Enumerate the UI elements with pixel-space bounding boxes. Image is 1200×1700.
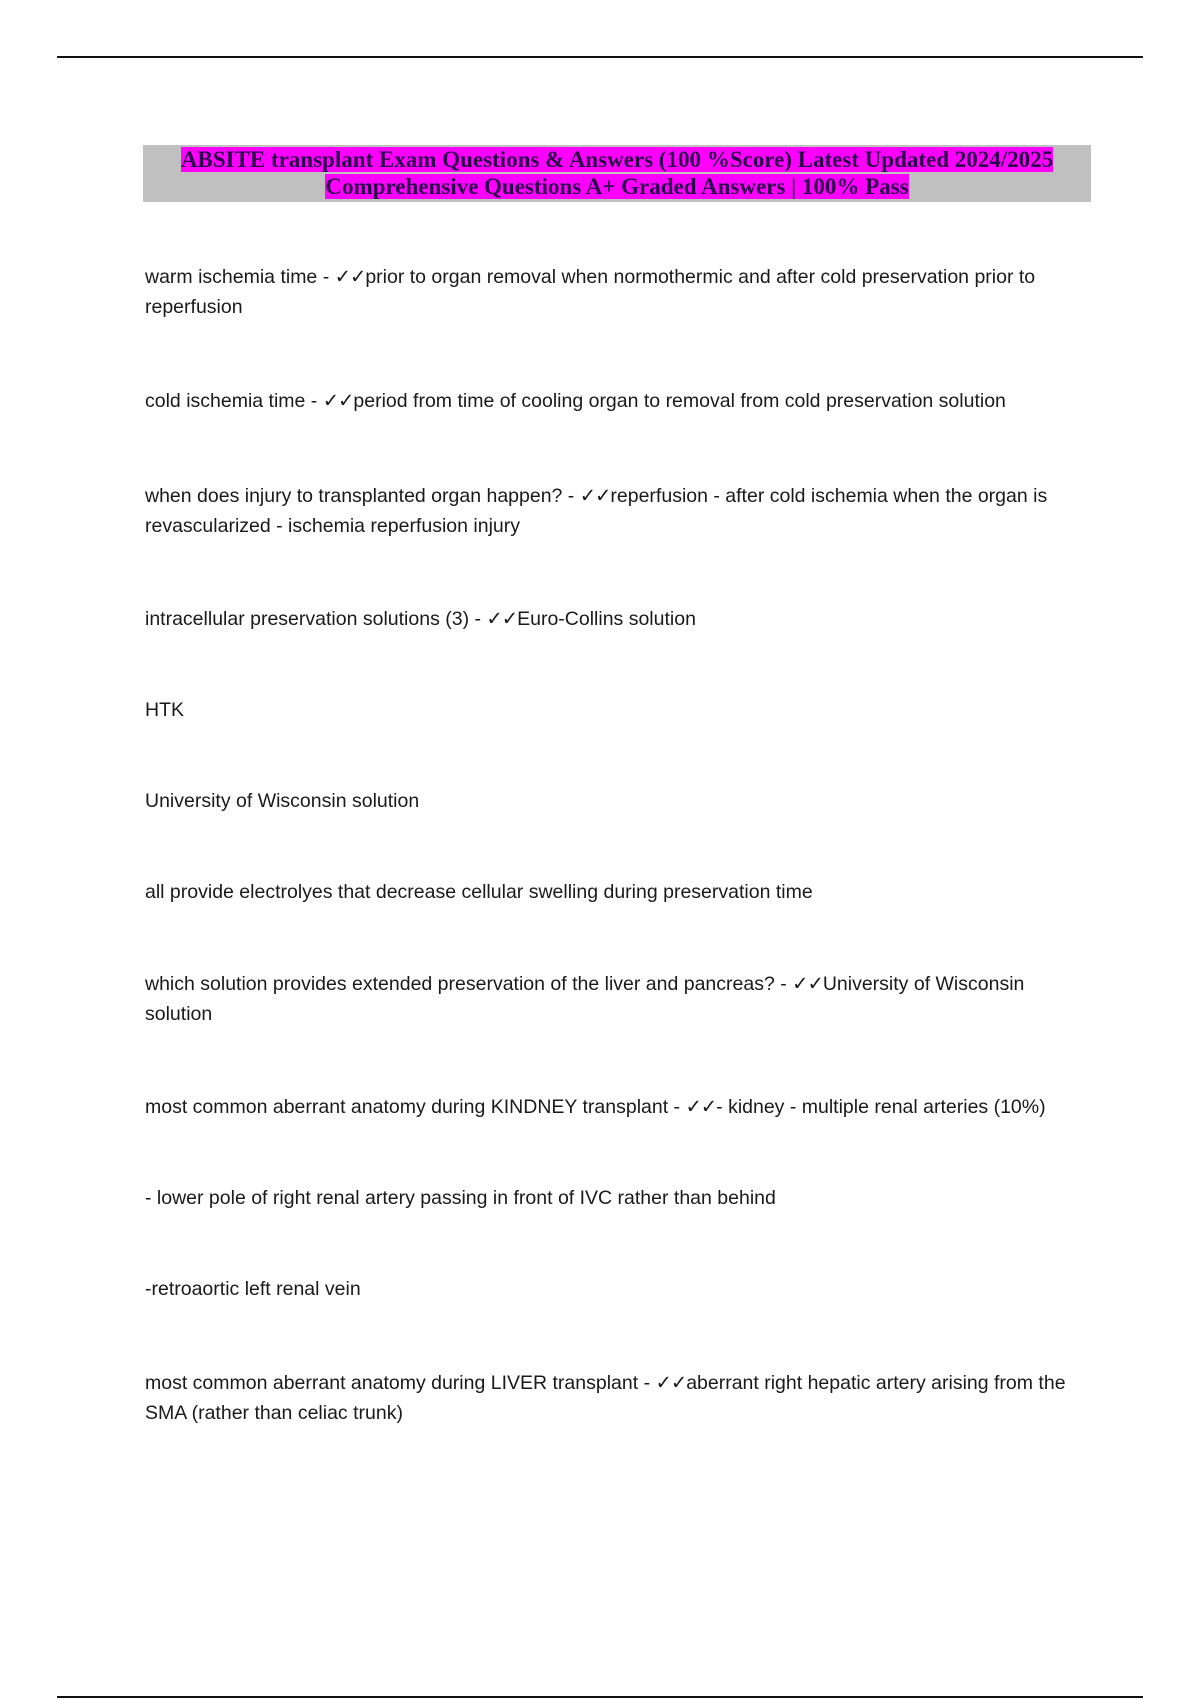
double-check-icon: ✓✓ [334,265,366,288]
qa-entry-preservation-solutions [145,604,1090,634]
answer-text: University of Wisconsin solution [145,973,1025,1025]
double-check-icon: ✓✓ [655,1371,687,1394]
qa-entry-cold-ischemia [145,386,1090,416]
question-text: most common aberrant anatomy during KINDNEY transplant - [145,1096,686,1118]
qa-entry-kidney-anatomy [145,1092,1090,1122]
question-text: most common aberrant anatomy during LIVER transplant - [145,1372,656,1394]
answer-text: period from time of cooling organ to removal from cold preservation solution [353,390,1006,412]
question-text: which solution provides extended preservation of the liver and pancreas? - [145,973,793,995]
qa-entry-warm-ischemia [145,262,1090,322]
text-line-uw-solution: University of Wisconsin solution [145,790,420,812]
answer-text: aberrant right hepatic artery arising from the SMA (rather than celiac trunk) [145,1372,1066,1424]
title-line-2: Comprehensive Questions A+ Graded Answers | 100% Pass [325,174,909,199]
title-line-1: ABSITE transplant Exam Questions & Answers (100 %Score) Latest Updated 2024/2025 [180,147,1054,172]
text-line-htk: HTK [145,699,184,721]
question-text: cold ischemia time - [145,390,323,412]
answer-text: Euro-Collins solution [517,608,696,630]
question-text: when does injury to transplanted organ happen? - [145,485,580,507]
top-rule [57,56,1143,58]
text-line-lower-pole-artery: - lower pole of right renal artery passing in front of IVC rather than behind [145,1187,776,1209]
double-check-icon: ✓✓ [792,972,823,995]
double-check-icon: ✓✓ [322,389,354,412]
double-check-icon: ✓✓ [486,607,518,630]
answer-text: prior to organ removal when normothermic and after cold preservation prior to reperfusion [145,266,1036,318]
answer-text: reperfusion - after cold ischemia when the organ is revascularized - ischemia reperfusion injury [145,485,1048,537]
qa-entry-liver-pancreas-solution [145,969,1090,1029]
text-line-electrolytes: all provide electrolyes that decrease cellular swelling during preservation time [145,881,813,903]
double-check-icon: ✓✓ [579,484,611,507]
double-check-icon: ✓✓ [685,1095,717,1118]
qa-entry-liver-anatomy [145,1368,1090,1428]
answer-text: - kidney - multiple renal arteries (10%) [716,1096,1046,1118]
question-text: warm ischemia time - [145,266,335,288]
question-text: intracellular preservation solutions (3) - [145,608,487,630]
text-line-retroaortic-vein: -retroaortic left renal vein [145,1278,361,1300]
qa-entry-injury-timing [145,481,1090,541]
bottom-rule [57,1696,1143,1698]
document-title [143,145,1091,202]
